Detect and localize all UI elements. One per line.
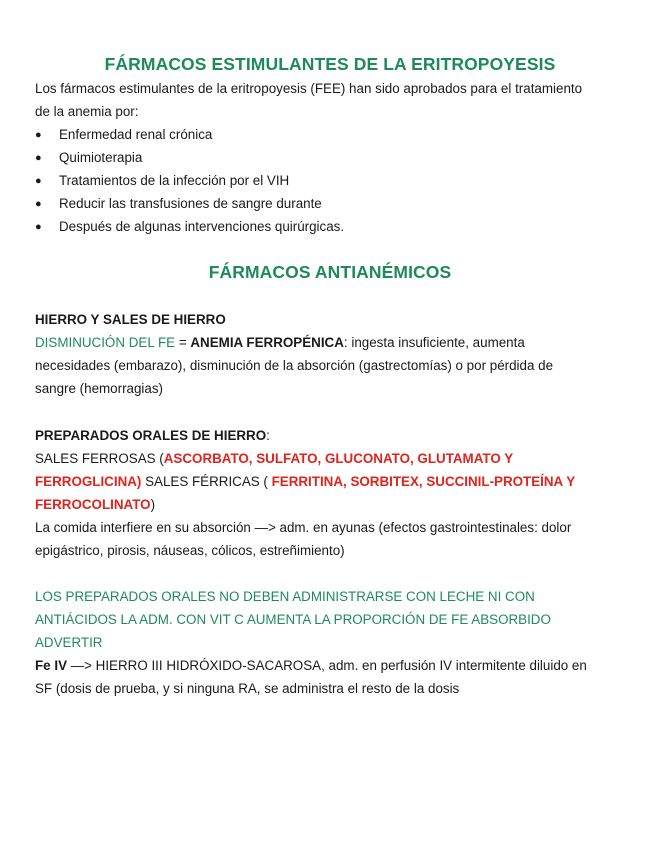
ferricas-red: FERRITINA, SORBITEX, SUCCINIL-PROTEÍNA Y — [271, 474, 576, 489]
def-rest: : ingesta insuficiente, aumenta — [343, 335, 525, 350]
ferricas-prefix: SALES FÉRRICAS ( — [141, 474, 272, 489]
def-green-text: DISMINUCIÓN DEL FE — [35, 335, 176, 350]
bullet-item — [35, 196, 322, 212]
bullet-text: Reducir las transfusiones de sangre durante — [59, 196, 322, 211]
intro-line-2: de la anemia por: — [35, 104, 139, 119]
intro-line-1: Los fármacos estimulantes de la eritropoyesis (FEE) han sido aprobados para el tratamiento — [35, 81, 583, 96]
ferrosas-line-1 — [35, 451, 513, 467]
feiv-rest: —> HIERRO III HIDRÓXIDO-SACAROSA, adm. en perfusión IV intermitente diluido en — [67, 658, 587, 673]
orales-heading-colon: : — [266, 428, 270, 443]
comida-line-1: La comida interfiere en su absorción —> adm. en ayunas (efectos gastrointestinales: dolor — [35, 520, 572, 535]
bullet-item — [35, 150, 142, 166]
bullet-dot-icon: ● — [35, 175, 42, 187]
feiv-bold: Fe IV — [35, 658, 67, 673]
title-antianemicos: FÁRMACOS ANTIANÉMICOS — [208, 262, 452, 282]
bullet-dot-icon: ● — [35, 198, 42, 210]
bullet-dot-icon: ● — [35, 152, 42, 164]
heading-hierro: HIERRO Y SALES DE HIERRO — [35, 312, 226, 327]
bullet-text: Tratamientos de la infección por el VIH — [59, 173, 290, 188]
ferricas-line-2 — [35, 497, 155, 513]
ferrosas-prefix: SALES FERROSAS ( — [35, 451, 164, 466]
ferricas-red-2: FERROCOLINATO — [35, 497, 151, 512]
title-eritropoyesis: FÁRMACOS ESTIMULANTES DE LA ERITROPOYESIS — [104, 54, 556, 74]
def-bold-text: ANEMIA FERROPÉNICA — [190, 335, 344, 350]
hierro-def-line-3: sangre (hemorragias) — [35, 381, 164, 396]
bullet-text: Después de algunas intervenciones quirúrgicas. — [59, 219, 345, 234]
ferricas-close: ) — [150, 497, 156, 512]
ferrosas-red-2: FERROGLICINA) — [35, 474, 142, 489]
feiv-line-2: SF (dosis de prueba, y si ninguna RA, se administra el resto de la dosis — [35, 681, 460, 696]
hierro-def-line-2: necesidades (embarazo), disminución de la absorción (gastrectomías) o por pérdida de — [35, 358, 554, 373]
bullet-text: Enfermedad renal crónica — [59, 127, 213, 142]
feiv-line-1 — [35, 658, 587, 674]
ferrosas-line-2 — [35, 474, 575, 490]
warning-line-2: ANTIÁCIDOS LA ADM. CON VIT C AUMENTA LA PROPORCIÓN DE FE ABSORBIDO — [35, 612, 551, 627]
def-eq: = — [175, 335, 191, 350]
bullet-dot-icon: ● — [35, 129, 42, 141]
orales-heading-text: PREPARADOS ORALES DE HIERRO — [35, 428, 267, 443]
ferrosas-red: ASCORBATO, SULFATO, GLUCONATO, GLUTAMATO Y — [163, 451, 514, 466]
warning-line-3: ADVERTIR — [35, 635, 103, 650]
hierro-def-line-1 — [35, 335, 525, 351]
warning-line-1: LOS PREPARADOS ORALES NO DEBEN ADMINISTRARSE CON LECHE NI CON — [35, 589, 535, 604]
comida-line-2: epigástrico, pirosis, náuseas, cólicos, estreñimiento) — [35, 543, 345, 558]
bullet-item — [35, 173, 289, 189]
heading-orales — [35, 428, 270, 444]
bullet-dot-icon: ● — [35, 221, 42, 233]
bullet-text: Quimioterapia — [59, 150, 143, 165]
bullet-item — [35, 127, 212, 143]
bullet-item — [35, 219, 344, 235]
